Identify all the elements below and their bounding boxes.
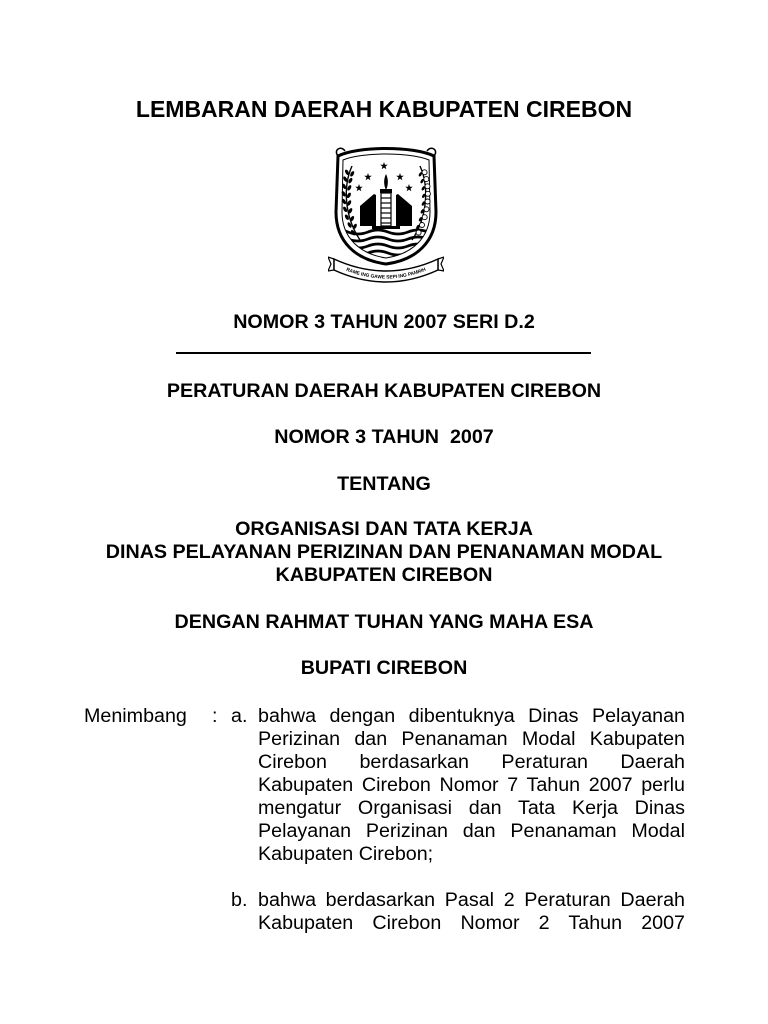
subject-line: DINAS PELAYANAN PERIZINAN DAN PENANAMAN MODAL <box>105 541 663 563</box>
text-line: Perizinan dan Penanaman Modal Kabupaten <box>258 728 685 750</box>
text-line: Kabupaten Cirebon Nomor 2 Tahun 2007 <box>258 912 685 934</box>
item-text <box>258 889 685 935</box>
text-line: bahwa berdasarkan Pasal 2 Peraturan Daerah <box>258 889 685 911</box>
regulation-title: PERATURAN DAERAH KABUPATEN CIREBON <box>166 380 602 402</box>
text-line: Cirebon berdasarkan Peraturan Daerah <box>258 751 685 773</box>
about-label: TENTANG <box>337 473 431 495</box>
subject-line: ORGANISASI DAN TATA KERJA <box>235 518 533 540</box>
text-line: Kabupaten Cirebon; <box>258 843 434 865</box>
text-line: mengatur Organisasi dan Tata Kerja Dinas <box>258 797 685 819</box>
divider-rule <box>176 352 591 354</box>
authority-heading: BUPATI CIREBON <box>300 657 468 679</box>
preamble-text: DENGAN RAHMAT TUHAN YANG MAHA ESA <box>174 611 594 633</box>
item-marker: a. <box>231 705 248 727</box>
emblem-motto: RAME ING GAWE SEPI ING PAMRIH <box>345 267 427 281</box>
considerations-separator: : <box>212 705 218 727</box>
regulation-number: NOMOR 3 TAHUN 2007 <box>274 426 494 448</box>
item-text <box>258 705 685 866</box>
text-line: Pelayanan Perizinan dan Penanaman Modal <box>258 820 685 842</box>
text-line: Kabupaten Cirebon Nomor 7 Tahun 2007 perlu <box>258 774 685 796</box>
text-line: bahwa dengan dibentuknya Dinas Pelayanan <box>258 705 685 727</box>
considerations-label: Menimbang <box>84 705 187 727</box>
cirebon-coat-of-arms-icon <box>328 142 444 286</box>
document-title: LEMBARAN DAERAH KABUPATEN CIREBON <box>135 96 633 122</box>
gazette-number: NOMOR 3 TAHUN 2007 SERI D.2 <box>233 311 535 333</box>
item-marker: b. <box>231 889 248 911</box>
subject-line: KABUPATEN CIREBON <box>275 564 493 586</box>
